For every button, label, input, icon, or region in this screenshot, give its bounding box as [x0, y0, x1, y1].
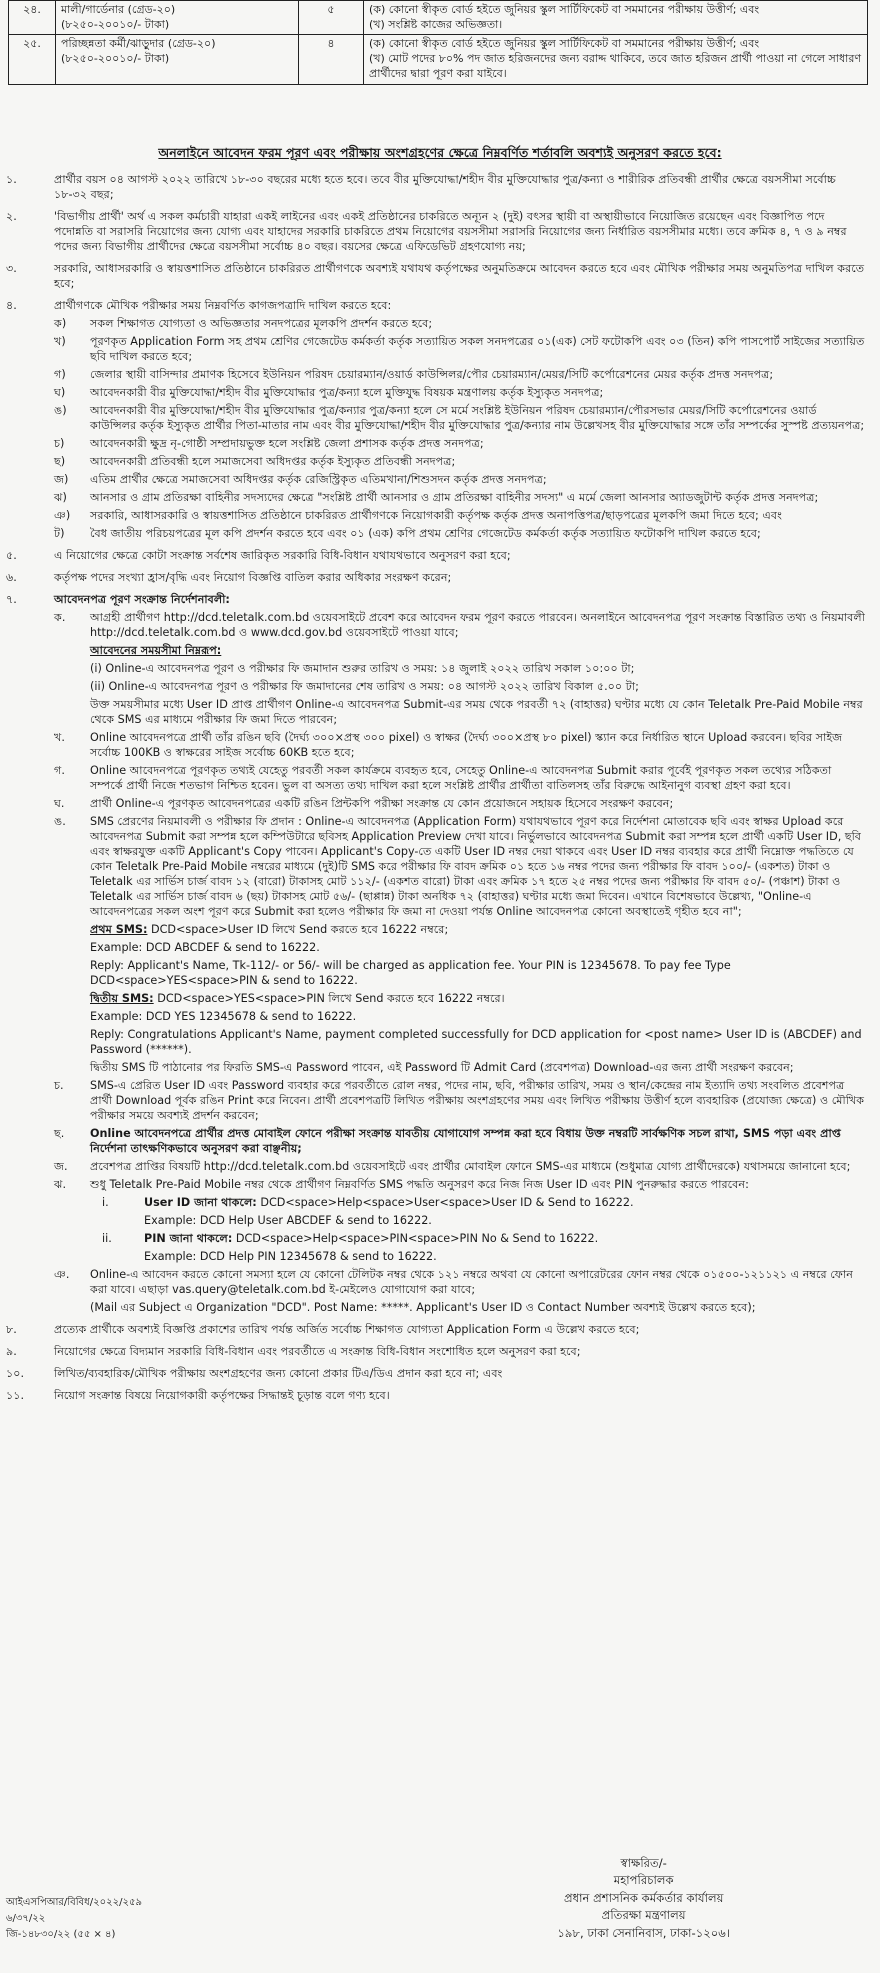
deadline-start: (i) Online-এ আবেদনপত্র পূরণ ও পরীক্ষার ফি জমাদান শুরুর তারিখ ও সময়: ১৪ জুলাই ২০২২ তারিখ সকাল ১০:০০ টা; [90, 662, 635, 675]
post-quantity: ৫ [299, 1, 364, 35]
condition-10 [0, 1366, 880, 1381]
document-item: খ) পূরণকৃত Application Form সহ প্রথম শ্রেণির গেজেটেড কর্মকর্তা কর্তৃক সত্যায়িত সকল সনদপত্রের ০১(এক) সেট ফটোকপি এবং ০৩ (তিন) কপি পাসপোর্ট সাইজের সত্যায়িত ছবি দাখিল করতে হবে; [54, 335, 865, 363]
sms-example: Example: DCD ABCDEF & send to 16222. [90, 941, 320, 954]
condition-8 [0, 1322, 880, 1337]
document-item: জ) এতিম প্রার্থীর ক্ষেত্রে সমাজসেবা অধিদপ্তর কর্তৃক রেজিস্ট্রিকৃত এতিমখানা/শিশুসদন কর্তৃক প্রদত্ত সনদপত্র; [54, 473, 547, 486]
condition-4 [0, 298, 880, 541]
condition-text: প্রার্থীগণকে মৌখিক পরীক্ষার সময় নিম্নবর্ণিত কাগজপত্রাদি দাখিল করতে হবে: [54, 299, 392, 312]
instruction-text: উক্ত সময়সীমার মধ্যে User ID প্রাপ্ত প্রার্থীগণ Online-এ আবেদনপত্র Submit-এর সময় থেকে পরবর্তী ৭২ (বাহাত্তর) ঘণ্টার মধ্যে যে কোন Teletalk Pre-Paid Mobile নম্বর থেকে SMS এর মাধ্যমে পরীক্ষার ফি জমা দিতে পারবেন; [90, 698, 863, 726]
instruction-chha: ছ. Online আবেদনপত্রে প্রার্থীর প্রদত্ত মোবাইল ফোনে পরীক্ষা সংক্রান্ত যাবতীয় যোগাযোগ সম্পন্ন করা হবে বিধায় উক্ত নম্বরটি সার্বক্ষণিক সচল রাখা, SMS পড়া এবং প্রাপ্ত নির্দেশনা তাৎক্ষণিকভাবে অনুসরণ করা বাঞ্ছনীয়; [54, 1126, 866, 1156]
qualification-cell [364, 35, 868, 84]
condition-2 [0, 209, 880, 254]
condition-text: 'বিভাগীয় প্রার্থী' অর্থ এ সকল কর্মচারী যাহারা একই লাইনের এবং একই প্রতিষ্ঠানের চাকরিতে অন্যূন ২ (দুই) বৎসর স্থায়ী বা অস্থায়ীভাবে নিয়োজিত রয়েছেন এবং বিজ্ঞাপিত পদে পদোন্নতি বা সরাসরি নিয়োগের জন্য যোগ্য এবং যাহাদের সরকারি চাকরিতে প্রথম নিয়োগের বয়সসীমা সরাসরি নিয়োগের জন্য নির্ধারিত বয়সসীমার মধ্যে। তবে ক্রমিক ৪, ৭ ও ৯ নম্বর পদের জন্য বিভাগীয় প্রার্থীদের ক্ষেত্রে বয়সসীমা সর্বোচ্চ ৪০ বছর। বয়সের ক্ষেত্রে এফিডেভিট গ্রহণযোগ্য নয়; [54, 210, 847, 253]
document-item: চ) আবেদনকারী ক্ষুদ্র নৃ-গোষ্ঠী সম্প্রদায়ভুক্ত হলে সংশ্লিষ্ট জেলা প্রশাসক কর্তৃক প্রদত্ত সনদপত্র; [54, 437, 484, 450]
instruction-jha: ঝ. শুধু Teletalk Pre-Paid Mobile নম্বর থেকে প্রার্থীগণ নিম্নবর্ণিত SMS পদ্ধতি অনুসরণ করে নিজ নিজ User ID এবং PIN পুনরুদ্ধার করতে পারবেন: i. User ID জানা থাকলে: DCD<space>Help<space>User<space>User ID & Send to 16222. Example: DCD Help User ABCDEF & send to 16222. ii. PIN জানা থাকলে: DCD<space>Help<space>PIN<space>PIN No & Send to 16222. Example: DCD Help PIN 12345678 & send to 16222. [54, 1177, 866, 1264]
condition-number: ৬. [6, 571, 17, 584]
sms-example: Example: DCD YES 12345678 & send to 16222. [90, 1010, 357, 1023]
table-row [9, 35, 868, 84]
condition-text: এ নিয়োগের ক্ষেত্রে কোটা সংক্রান্ত সর্বশেষ জারিকৃত সরকারি বিধি-বিধান যথাযথভাবে অনুসরণ করা হবে; [54, 549, 511, 562]
document-item: ছ) আবেদনকারী প্রতিবন্ধী হলে সমাজসেবা অধিদপ্তর কর্তৃক ইস্যুকৃত প্রতিবন্ধী সনদপত্র; [54, 455, 456, 468]
deadline-end: (ii) Online-এ আবেদনপত্র পূরণ ও পরীক্ষার ফি জমাদানের শেষ তারিখ ও সময়: ০৪ আগস্ট ২০২২ তারিখ বিকাল ৫.০০ টা; [90, 680, 639, 693]
instruction-nga: ঙ. SMS প্রেরণের নিয়মাবলী ও পরীক্ষার ফি প্রদান : Online-এ আবেদনপত্র (Application Form) যথাযথভাবে পূরণ করে নির্দেশনা মোতাবেক ছবি এবং স্বাক্ষর Upload করে আবেদনপত্র Submit করা সম্পন্ন হলে কম্পিউটারে ছবিসহ Application Preview দেখা যাবে। নির্ভুলভাবে আবেদনপত্র Submit করা সম্পন্ন হলে প্রার্থী একটি User ID, ছবি এবং স্বাক্ষরযুক্ত একটি Applicant's Copy পাবেন। Applicant's Copy-তে একটি User ID নম্বর দেয়া থাকবে এবং User ID নম্বর ব্যবহার করে প্রার্থী নিম্নোক্ত পদ্ধতিতে যে কোন Teletalk Pre-Paid Mobile নম্বরের মাধ্যমে (দুই)টি SMS করে পরীক্ষার ফি বাবদ ক্রমিক ০১ হতে ১৬ নম্বর পদের জন্য পরীক্ষার ফি বাবদ ১০০/- (একশত) টাকা ও Teletalk এর সার্ভিস চার্জ বাবদ ১২ (বারো) টাকাসহ মোট ১১২/- (একশত বারো) টাকা এবং ক্রমিক ১৭ হতে ২৫ নম্বর পদের জন্য পরীক্ষার ফি বাবদ ৫০/- (পঞ্চাশ) টাকা ও Teletalk এর সার্ভিস চার্জ বাবদ ৬ (ছয়) টাকাসহ মোট ৫৬/- (ছাপ্পান্ন) টাকা অনধিক ৭২ (বাহাত্তর) ঘণ্টার মধ্যে জমা দিবেন। এখানে বিশেষভাবে উল্লেখ্য, "Online-এ আবেদনপত্রের সকল অংশ পূরণ করে Submit করা হলেও পরীক্ষার ফি জমা না দেওয়া পর্যন্ত Online আবেদনপত্র কোনো অবস্থাতেই গৃহীত হবে না"; প্রথম SMS: DCD<space>User ID লিখে Send করতে হবে 16222 নম্বরে; Example: DCD ABCDEF & send to 16222. Reply: Applicant's Name, Tk-112/- or 56/- will be charged as application fee. Your PIN is 12345678. To pay fee Type DCD<space>YES<space>PIN & send to 16222. দ্বিতীয় SMS: DCD<space>YES<space>PIN লিখে Send করতে হবে 16222 নম্বরে। Example: DCD YES 12345678 & send to 16222. Reply: Congratulations Applicant's Name, payment completed successfully for DCD application for <post name> User ID is (ABCDEF) and Password (******). দ্বিতীয় SMS টি পাঠানোর পর ফিরতি SMS-এ Password পাবেন, এই Password টি Admit Card (প্রবেশপত্র) Download-এর জন্য প্রার্থী সংরক্ষণ করবেন; [54, 814, 866, 1075]
document-item: ঞ) সরকারি, আধাসরকারি ও স্বায়ত্তশাসিত প্রতিষ্ঠানে চাকরিরত প্রার্থীগণকে নিয়োগকারী কর্তৃপক্ষ কর্তৃক প্রদত্ত অনাপত্তিপত্র/ছাড়পত্রের মূলকপি জমা দিতে হবে; এবং [54, 509, 782, 522]
instruction-ga: গ. Online আবেদনপত্রে পূরণকৃত তথ্যই যেহেতু পরবর্তী সকল কার্যক্রমে ব্যবহৃত হবে, সেহেতু Online-এ আবেদনপত্র Submit করার পূর্বেই পূরণকৃত সকল তথ্যের সঠিকতা সম্পর্কে প্রার্থী নিজে শতভাগ নিশ্চিত হবেন। ভুল বা অসত্য তথ্য দাখিল করা হলে সংশ্লিষ্ট প্রার্থীর প্রার্থীতা বাতিলসহ তাঁর বিরুদ্ধে আইনানুগ ব্যবস্থা গ্রহণ করা হবে। [54, 763, 866, 793]
instruction-text: SMS-এ প্রেরিত User ID এবং Password ব্যবহার করে পরবর্তীতে রোল নম্বর, পদের নাম, ছবি, পরীক্ষার তারিখ, সময় ও স্থান/কেন্দ্রের নাম ইত্যাদি তথ্য সংবলিত প্রবেশপত্র প্রার্থী Download পূর্বক রঙিন Print করে নিবেন। প্রার্থী প্রবেশপত্রটি লিখিত পরীক্ষায় অংশগ্রহণের সময় এবং লিখিত পরীক্ষায় উত্তীর্ণ হলে ব্যবহারিক (প্রযোজ্য ক্ষেত্রে) ও মৌখিক পরীক্ষার সময়ে অবশ্যই প্রদর্শন করবেন; [90, 1079, 865, 1122]
conditions-list [0, 172, 880, 1410]
instruction-text: প্রবেশপত্র প্রাপ্তির বিষয়টি http://dcd.teletalk.com.bd ওয়েবসাইটে এবং প্রার্থীর মোবাইল ফোনে SMS-এর মাধ্যমে (শুধুমাত্র যোগ্য প্রার্থীদেরকে) যথাসময়ে জানানো হবে; [90, 1160, 851, 1173]
post-name-cell [56, 1, 299, 35]
instructions-title: আবেদনপত্র পূরণ সংক্রান্ত নির্দেশনাবলী: [54, 593, 230, 606]
sms-reply: Reply: Applicant's Name, Tk-112/- or 56/- will be charged as application fee. Your PIN is 12345678. To pay fee Type DCD<space>YES<space>PIN & send to 16222. [90, 959, 731, 987]
dfp-number: জি-১৪৮৩০/২২ (৫৫ × ৪) [6, 1929, 116, 1940]
document-list [54, 316, 866, 541]
document-item: ট) বৈধ জাতীয় পরিচয়পত্রের মূল কপি প্রদর্শন করতে হবে এবং ০১ (এক) কপি প্রথম শ্রেণির গেজেটেড কর্মকর্তা কর্তৃক সত্যায়িত ফটোকপি দাখিল করতে হবে; [54, 527, 761, 540]
post-name-cell [56, 35, 299, 84]
reference-footer [6, 1895, 142, 1943]
condition-text: কর্তৃপক্ষ পদের সংখ্যা হ্রাস/বৃদ্ধি এবং নিয়োগ বিজ্ঞপ্তি বাতিল করার অধিকার সংরক্ষণ করেন; [54, 571, 452, 584]
instruction-text: শুধু Teletalk Pre-Paid Mobile নম্বর থেকে প্রার্থীগণ নিম্নবর্ণিত SMS পদ্ধতি অনুসরণ করে নিজ নিজ User ID এবং PIN পুনরুদ্ধার করতে পারবেন: [90, 1178, 749, 1191]
instruction-text: Online আবেদনপত্রে প্রার্থী তাঁর রঙিন ছবি (দৈর্ঘ্য ৩০০×প্রস্থ ৩০০ pixel) ও স্বাক্ষর (দৈর্ঘ্য ৩০০×প্রস্থ ৮০ pixel) স্ক্যান করে নির্ধারিত স্থানে Upload করবেন। ছবির সাইজ সর্বোচ্চ 100KB ও স্বাক্ষরের সাইজ সর্বোচ্চ 60KB হতে হবে; [90, 731, 843, 759]
document-item: ক) সকল শিক্ষাগত যোগ্যতা ও অভিজ্ঞতার সনদপত্রের মূলকপি প্রদর্শন করতে হবে; [54, 317, 433, 330]
reference-number: আইএসপিআর/বিবিধ/২০২২/২৫৯ [6, 1897, 142, 1908]
qualification-line: (খ) মোট পদের ৮০% পদ জাত হরিজনদের জন্য বরাদ্দ থাকিবে, তবে জাত হরিজন প্রার্থী পাওয়া না গেলে সাধারণ প্রার্থীদের দ্বারা পূরণ করা যাইবে। [369, 52, 862, 80]
condition-text: লিখিত/ব্যবহারিক/মৌখিক পরীক্ষায় অংশগ্রহণের জন্য কোনো প্রকার টিএ/ডিএ প্রদান করা হবে না; এবং [54, 1367, 503, 1380]
ministry-name: প্রতিরক্ষা মন্ত্রণালয় [601, 1908, 686, 1923]
pay-scale: (৮২৫০-২০০১০/- টাকা) [61, 17, 170, 31]
condition-number: ১০. [6, 1367, 25, 1380]
post-name: মালী/গার্ডেনার (গ্রেড-২০) [61, 3, 176, 16]
qualification-line: (ক) কোনো স্বীকৃত বোর্ড হইতে জুনিয়র স্কুল সার্টিফিকেট বা সমমানের পরীক্ষায় উত্তীর্ণ; এবং [369, 37, 760, 51]
sms-second: দ্বিতীয় SMS: DCD<space>YES<space>PIN লিখে Send করতে হবে 16222 নম্বরে। [90, 992, 505, 1005]
instruction-kha: খ. Online আবেদনপত্রে প্রার্থী তাঁর রঙিন ছবি (দৈর্ঘ্য ৩০০×প্রস্থ ৩০০ pixel) ও স্বাক্ষর (দৈর্ঘ্য ৩০০×প্রস্থ ৮০ pixel) স্ক্যান করে নির্ধারিত স্থানে Upload করবেন। ছবির সাইজ সর্বোচ্চ 100KB ও স্বাক্ষরের সাইজ সর্বোচ্চ 60KB হতে হবে; [54, 730, 866, 760]
document-item: গ) জেলার স্থায়ী বাসিন্দার প্রমাণক হিসেবে ইউনিয়ন পরিষদ চেয়ারম্যান/ওয়ার্ড কাউন্সিলর/পৌর চেয়ারম্যান/মেয়র/সিটি কর্পোরেশনের মেয়র কর্তৃক প্রদত্ত সনদপত্র; [54, 368, 774, 381]
condition-text: সরকারি, আধাসরকারি ও স্বায়ত্তশাসিত প্রতিষ্ঠানে চাকরিরত প্রার্থীগণকে অবশ্যই যথাযথ কর্তৃপক্ষের অনুমতিক্রমে আবেদন করতে হবে এবং মৌখিক পরীক্ষার সময় অনুমতিপত্র দাখিল করতে হবে; [54, 262, 865, 290]
instruction-text: দ্বিতীয় SMS টি পাঠানোর পর ফিরতি SMS-এ Password পাবেন, এই Password টি Admit Card (প্রবেশপত্র) Download-এর জন্য প্রার্থী সংরক্ষণ করবেন; [90, 1061, 794, 1074]
condition-text: নিয়োগ সংক্রান্ত বিষয়ে নিয়োগকারী কর্তৃপক্ষের সিদ্ধান্তই চূড়ান্ত বলে গণ্য হবে। [54, 1389, 390, 1402]
condition-number: ৫. [6, 549, 17, 562]
qualification-line: (ক) কোনো স্বীকৃত বোর্ড হইতে জুনিয়র স্কুল সার্টিফিকেট বা সমমানের পরীক্ষায় উত্তীর্ণ; এবং [369, 3, 760, 16]
condition-number: ৮. [6, 1323, 17, 1336]
condition-1 [0, 172, 880, 202]
document-item: ঘ) আবেদনকারী বীর মুক্তিযোদ্ধা/শহীদ বীর মুক্তিযোদ্ধার পুত্র/কন্যা হলে মুক্তিযুদ্ধ বিষয়ক মন্ত্রণালয় কর্তৃক ইস্যুকৃত সনদপত্র; [54, 386, 604, 399]
helpline-text: Online-এ আবেদন করতে কোনো সমস্যা হলে যে কোনো টেলিটক নম্বর থেকে ১২১ নম্বরে অথবা যে কোনো অপারেটরের ফোন নম্বর থেকে ০১৫০০-১২১১২১ এ নম্বরে ফোন করা যাবে। এছাড়া vas.query@teletalk.com.bd ই-মেইলেও যোগাযোগ করা যাবে; [90, 1268, 853, 1296]
posts-table [8, 0, 868, 85]
instruction-nya: ঞ. Online-এ আবেদন করতে কোনো সমস্যা হলে যে কোনো টেলিটক নম্বর থেকে ১২১ নম্বরে অথবা যে কোনো অপারেটরের ফোন নম্বর থেকে ০১৫০০-১২১১২১ এ নম্বরে ফোন করা যাবে। এছাড়া vas.query@teletalk.com.bd ই-মেইলেও যোগাযোগ করা যাবে; (Mail এর Subject এ Organization "DCD". Post Name: *****. Applicant's User ID ও Contact Number অবশ্যই উল্লেখ করতে হবে); [54, 1267, 866, 1315]
instruction-gha: ঘ. প্রার্থী Online-এ পূরণকৃত আবেদনপত্রের একটি রঙিন প্রিন্টকপি পরীক্ষা সংক্রান্ত যে কোন প্রয়োজনে সহায়ক হিসেবে সংরক্ষণ করবেন; [54, 796, 866, 811]
mail-note: (Mail এর Subject এ Organization "DCD". Post Name: *****. Applicant's User ID ও Contact Number অবশ্যই উল্লেখ করতে হবে); [90, 1301, 756, 1314]
qualification-line: (খ) সংশ্লিষ্ট কাজের অভিজ্ঞতা। [369, 17, 503, 31]
condition-7 [0, 592, 880, 1315]
document-item: ঝ) আনসার ও গ্রাম প্রতিরক্ষা বাহিনীর সদস্যদের ক্ষেত্রে "সংশ্লিষ্ট প্রার্থী আনসার ও গ্রাম প্রতিরক্ষা বাহিনীর সদস্য" এ মর্মে জেলা আনসার অ্যাডজুটান্ট কর্তৃক প্রদত্ত সনদপত্র; [54, 491, 819, 504]
condition-number: ১১. [6, 1389, 25, 1402]
deadline-title: আবেদনের সময়সীমা নিম্নরূপ: [90, 644, 222, 657]
signature-block [557, 1855, 730, 1942]
reference-date: ৬/৩৭/২২ [6, 1913, 46, 1924]
condition-11 [0, 1388, 880, 1403]
condition-6 [0, 570, 880, 585]
instruction-ka: ক. আগ্রহী প্রার্থীগণ http://dcd.teletalk.com.bd ওয়েবসাইটে প্রবেশ করে আবেদন ফরম পূরণ করতে পারবেন। অনলাইনে আবেদনপত্র পূরণ সংক্রান্ত বিস্তারিত তথ্য ও নিয়মাবলী http://dcd.teletalk.com.bd ও www.dcd.gov.bd ওয়েবসাইটে পাওয়া যাবে; আবেদনের সময়সীমা নিম্নরূপ: (i) Online-এ আবেদনপত্র পূরণ ও পরীক্ষার ফি জমাদান শুরুর তারিখ ও সময়: ১৪ জুলাই ২০২২ তারিখ সকাল ১০:০০ টা; (ii) Online-এ আবেদনপত্র পূরণ ও পরীক্ষার ফি জমাদানের শেষ তারিখ ও সময়: ০৪ আগস্ট ২০২২ তারিখ বিকাল ৫.০০ টা; উক্ত সময়সীমার মধ্যে User ID প্রাপ্ত প্রার্থীগণ Online-এ আবেদনপত্র Submit-এর সময় থেকে পরবর্তী ৭২ (বাহাত্তর) ঘণ্টার মধ্যে যে কোন Teletalk Pre-Paid Mobile নম্বর থেকে SMS এর মাধ্যমে পরীক্ষার ফি জমা দিতে পারবেন; [54, 611, 865, 726]
condition-number: ৭. [6, 593, 17, 606]
instruction-text: Online আবেদনপত্রে প্রার্থীর প্রদত্ত মোবাইল ফোনে পরীক্ষা সংক্রান্ত যাবতীয় যোগাযোগ সম্পন্ন করা হবে বিধায় উক্ত নম্বরটি সার্বক্ষণিক সচল রাখা, SMS পড়া এবং প্রাপ্ত নির্দেশনা তাৎক্ষণিকভাবে অনুসরণ করা বাঞ্ছনীয়; [90, 1127, 841, 1155]
instruction-cha: চ. SMS-এ প্রেরিত User ID এবং Password ব্যবহার করে পরবর্তীতে রোল নম্বর, পদের নাম, ছবি, পরীক্ষার তারিখ, সময় ও স্থান/কেন্দ্রের নাম ইত্যাদি তথ্য সংবলিত প্রবেশপত্র প্রার্থী Download পূর্বক রঙিন Print করে নিবেন। প্রার্থী প্রবেশপত্রটি লিখিত পরীক্ষায় অংশগ্রহণের সময় এবং লিখিত পরীক্ষায় উত্তীর্ণ হলে ব্যবহারিক (প্রযোজ্য ক্ষেত্রে) ও মৌখিক পরীক্ষার সময়ে অবশ্যই প্রদর্শন করবেন; [54, 1079, 865, 1122]
conditions-heading: অনলাইনে আবেদন ফরম পূরণ এবং পরীক্ষায় অংশগ্রহণের ক্ষেত্রে নিম্নবর্ণিত শর্তাবলি অবশ্যই অনুসরণ করতে হবে: [158, 145, 722, 160]
instruction-ja: জ. প্রবেশপত্র প্রাপ্তির বিষয়টি http://dcd.teletalk.com.bd ওয়েবসাইটে এবং প্রার্থীর মোবাইল ফোনে SMS-এর মাধ্যমে (শুধুমাত্র যোগ্য প্রার্থীদেরকে) যথাসময়ে জানানো হবে; [54, 1159, 866, 1174]
instruction-text: আগ্রহী প্রার্থীগণ http://dcd.teletalk.com.bd ওয়েবসাইটে প্রবেশ করে আবেদন ফরম পূরণ করতে পারবেন। অনলাইনে আবেদনপত্র পূরণ সংক্রান্ত বিস্তারিত তথ্য ও নিয়মাবলী http://dcd.teletalk.com.bd ও www.dcd.gov.bd ওয়েবসাইটে পাওয়া যাবে; [90, 611, 865, 639]
condition-number: ১. [6, 173, 17, 186]
sms-payment-text: SMS প্রেরণের নিয়মাবলী ও পরীক্ষার ফি প্রদান : Online-এ আবেদনপত্র (Application Form) যথাযথভাবে পূরণ করে নির্দেশনা মোতাবেক ছবি এবং স্বাক্ষর Upload করে আবেদনপত্র Submit করা সম্পন্ন হলে কম্পিউটারে ছবিসহ Application Preview দেখা যাবে। নির্ভুলভাবে আবেদনপত্র Submit করা সম্পন্ন হলে প্রার্থী একটি User ID, ছবি এবং স্বাক্ষরযুক্ত একটি Applicant's Copy পাবেন। Applicant's Copy-তে একটি User ID নম্বর দেয়া থাকবে এবং User ID নম্বর ব্যবহার করে প্রার্থী নিম্নোক্ত পদ্ধতিতে যে কোন Teletalk Pre-Paid Mobile নম্বরের মাধ্যমে (দুই)টি SMS করে পরীক্ষার ফি বাবদ ক্রমিক ০১ হতে ১৬ নম্বর পদের জন্য পরীক্ষার ফি বাবদ ১০০/- (একশত) টাকা ও Teletalk এর সার্ভিস চার্জ বাবদ ১২ (বারো) টাকাসহ মোট ১১২/- (একশত বারো) টাকা এবং ক্রমিক ১৭ হতে ২৫ নম্বর পদের জন্য পরীক্ষার ফি বাবদ ৫০/- (পঞ্চাশ) টাকা ও Teletalk এর সার্ভিস চার্জ বাবদ ৬ (ছয়) টাকাসহ মোট ৫৬/- (ছাপ্পান্ন) টাকা অনধিক ৭২ (বাহাত্তর) ঘণ্টার মধ্যে জমা দিবেন। এখানে বিশেষভাবে উল্লেখ্য, "Online-এ আবেদনপত্রের সকল অংশ পূরণ করে Submit করা হলেও পরীক্ষার ফি জমা না দেওয়া পর্যন্ত Online আবেদনপত্র কোনো অবস্থাতেই গৃহীত হবে না"; [90, 815, 862, 918]
document-item: ঙ) আবেদনকারী বীর মুক্তিযোদ্ধা/শহীদ বীর মুক্তিযোদ্ধার পুত্র/কন্যার পুত্র/কন্যা হলে সে মর্মে সংশ্লিষ্ট ইউনিয়ন পরিষদ চেয়ারম্যান/পৌরসভার মেয়র/সিটি কর্পোরেশনের ওয়ার্ড কাউন্সিলর কর্তৃক ইস্যুকৃত প্রার্থীর পিতা-মাতার নাম এবং বীর মুক্তিযোদ্ধা/শহীদ বীর মুক্তিযোদ্ধার পুত্র/কন্যার নাম উল্লেখসহ বীর মুক্তিযোদ্ধার সঙ্গে তাঁর সম্পর্কের সুস্পষ্ট প্রত্যয়নপত্র; [54, 404, 865, 432]
qualification-cell [364, 1, 868, 35]
sms-first: প্রথম SMS: DCD<space>User ID লিখে Send করতে হবে 16222 নম্বরে; [90, 923, 449, 936]
signatory-title: মহাপরিচালক [613, 1873, 674, 1888]
condition-number: ২. [6, 210, 17, 223]
post-serial: ২৫. [9, 35, 56, 84]
condition-number: ৩. [6, 262, 17, 275]
condition-number: ৯. [6, 1345, 17, 1358]
instruction-text: প্রার্থী Online-এ পূরণকৃত আবেদনপত্রের একটি রঙিন প্রিন্টকপি পরীক্ষা সংক্রান্ত যে কোন প্রয়োজনে সহায়ক হিসেবে সংরক্ষণ করবেন; [90, 797, 674, 810]
condition-9 [0, 1344, 880, 1359]
condition-text: নিয়োগের ক্ষেত্রে বিদ্যমান সরকারি বিধি-বিধান এবং পরবর্তীতে এ সংক্রান্ত বিধি-বিধান সংশোধিত হলে অনুসরণ করা হবে; [54, 1345, 581, 1358]
signed-mark: স্বাক্ষরিত/- [620, 1856, 667, 1870]
post-serial: ২৪. [9, 1, 56, 35]
post-name: পরিচ্ছন্নতা কর্মী/ঝাড়ুদার (গ্রেড-২০) [61, 37, 216, 51]
pay-scale: (৮২৫০-২০০১০/- টাকা) [61, 52, 170, 66]
instruction-text: Online আবেদনপত্রে পূরণকৃত তথ্যই যেহেতু পরবর্তী সকল কার্যক্রমে ব্যবহৃত হবে, সেহেতু Online-এ আবেদনপত্র Submit করার পূর্বেই পূরণকৃত সকল তথ্যের সঠিকতা সম্পর্কে প্রার্থী নিজে শতভাগ নিশ্চিত হবেন। ভুল বা অসত্য তথ্য দাখিল করা হলে সংশ্লিষ্ট প্রার্থীর প্রার্থীতা বাতিলসহ তাঁর বিরুদ্ধে আইনানুগ ব্যবস্থা গ্রহণ করা হবে। [90, 764, 832, 792]
sms-reply: Reply: Congratulations Applicant's Name, payment completed successfully for DCD application for <post name> User ID is (ABCDEF) and Password (******). [90, 1028, 862, 1056]
condition-3 [0, 261, 880, 291]
condition-number: ৪. [6, 299, 17, 312]
condition-text: প্রার্থীর বয়স ০৪ আগস্ট ২০২২ তারিখে ১৮-৩০ বছরের মধ্যে হতে হবে। তবে বীর মুক্তিযোদ্ধা/শহীদ বীর মুক্তিযোদ্ধার পুত্র/কন্যা ও শারীরিক প্রতিবন্ধী প্রার্থীর ক্ষেত্রে বয়সসীমা সর্বোচ্চ ১৮-৩২ বছর; [54, 173, 836, 201]
office-address: ১৯৮, ঢাকা সেনানিবাস, ঢাকা-১২০৬। [557, 1925, 730, 1940]
table-row [9, 1, 868, 35]
recovery-userid: i. User ID জানা থাকলে: DCD<space>Help<space>User<space>User ID & Send to 16222. Example: DCD Help User ABCDEF & send to 16222. [102, 1196, 634, 1227]
condition-text: প্রত্যেক প্রার্থীকে অবশ্যই বিজ্ঞপ্তি প্রকাশের তারিখ পর্যন্ত অর্জিত সর্বোচ্চ শিক্ষাগত যোগ্যতা Application Form এ উল্লেখ করতে হবে; [54, 1323, 640, 1336]
recovery-pin: ii. PIN জানা থাকলে: DCD<space>Help<space>PIN<space>PIN No & Send to 16222. Example: DCD Help PIN 12345678 & send to 16222. [102, 1232, 599, 1263]
post-quantity: ৪ [299, 35, 364, 84]
condition-5 [0, 548, 880, 563]
office-name: প্রধান প্রশাসনিক কর্মকর্তার কার্যালয় [563, 1890, 724, 1905]
